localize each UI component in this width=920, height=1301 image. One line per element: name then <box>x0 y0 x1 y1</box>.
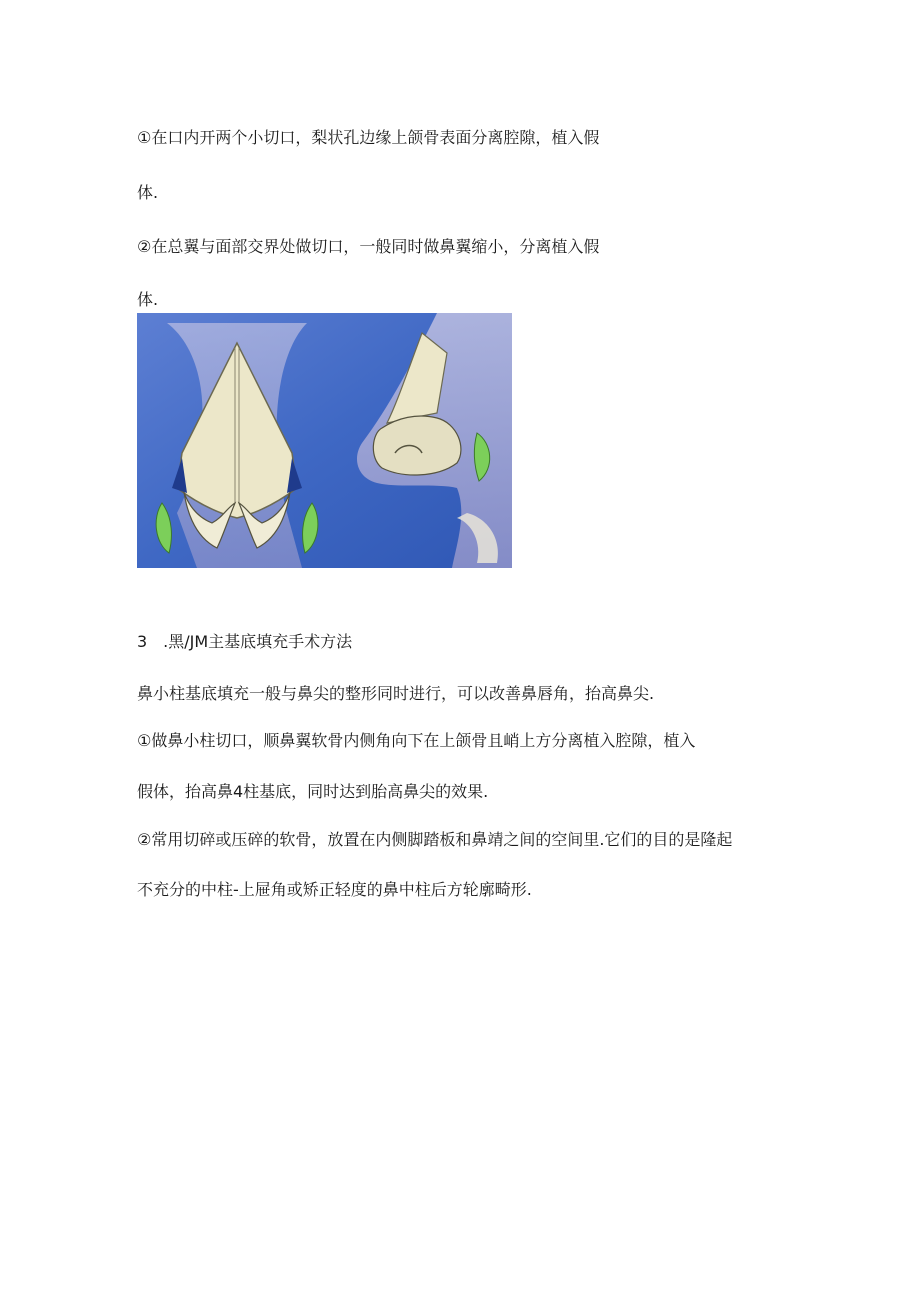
paragraph-item1-line1: ①在口内开两个小切口，梨状孔边缘上颌骨表面分离腔隙，植入假 <box>137 128 600 147</box>
section3-item2-line2: 不充分的中柱-上屉角或矫正轻度的鼻中柱后方轮廓畸形. <box>137 880 532 899</box>
paragraph-item2-line1: ②在总翼与面部交界处做切口，一般同时做鼻翼缩小，分离植入假 <box>137 237 600 256</box>
nose-implant-illustration <box>137 313 512 568</box>
paragraph-item1-line2: 体. <box>137 183 159 202</box>
section3-item1-line2: 假体，抬高鼻4柱基底，同时达到胎高鼻尖的效果. <box>137 782 489 801</box>
paragraph-item2-line2: 体. <box>137 290 159 309</box>
section3-intro: 鼻小柱基底填充一般与鼻尖的整形同时进行，可以改善鼻唇角，抬高鼻尖. <box>137 684 655 703</box>
section3-item2-line1: ②常用切碎或压碎的软骨，放置在内侧脚踏板和鼻靖之间的空间里.它们的目的是隆起 <box>137 830 733 849</box>
section3-item1-line1: ①做鼻小柱切口，顺鼻翼软骨内侧角向下在上颌骨且峭上方分离植入腔隙，植入 <box>137 731 696 750</box>
section3-heading: 3 .黑/JM主基底填充手术方法 <box>137 632 353 651</box>
